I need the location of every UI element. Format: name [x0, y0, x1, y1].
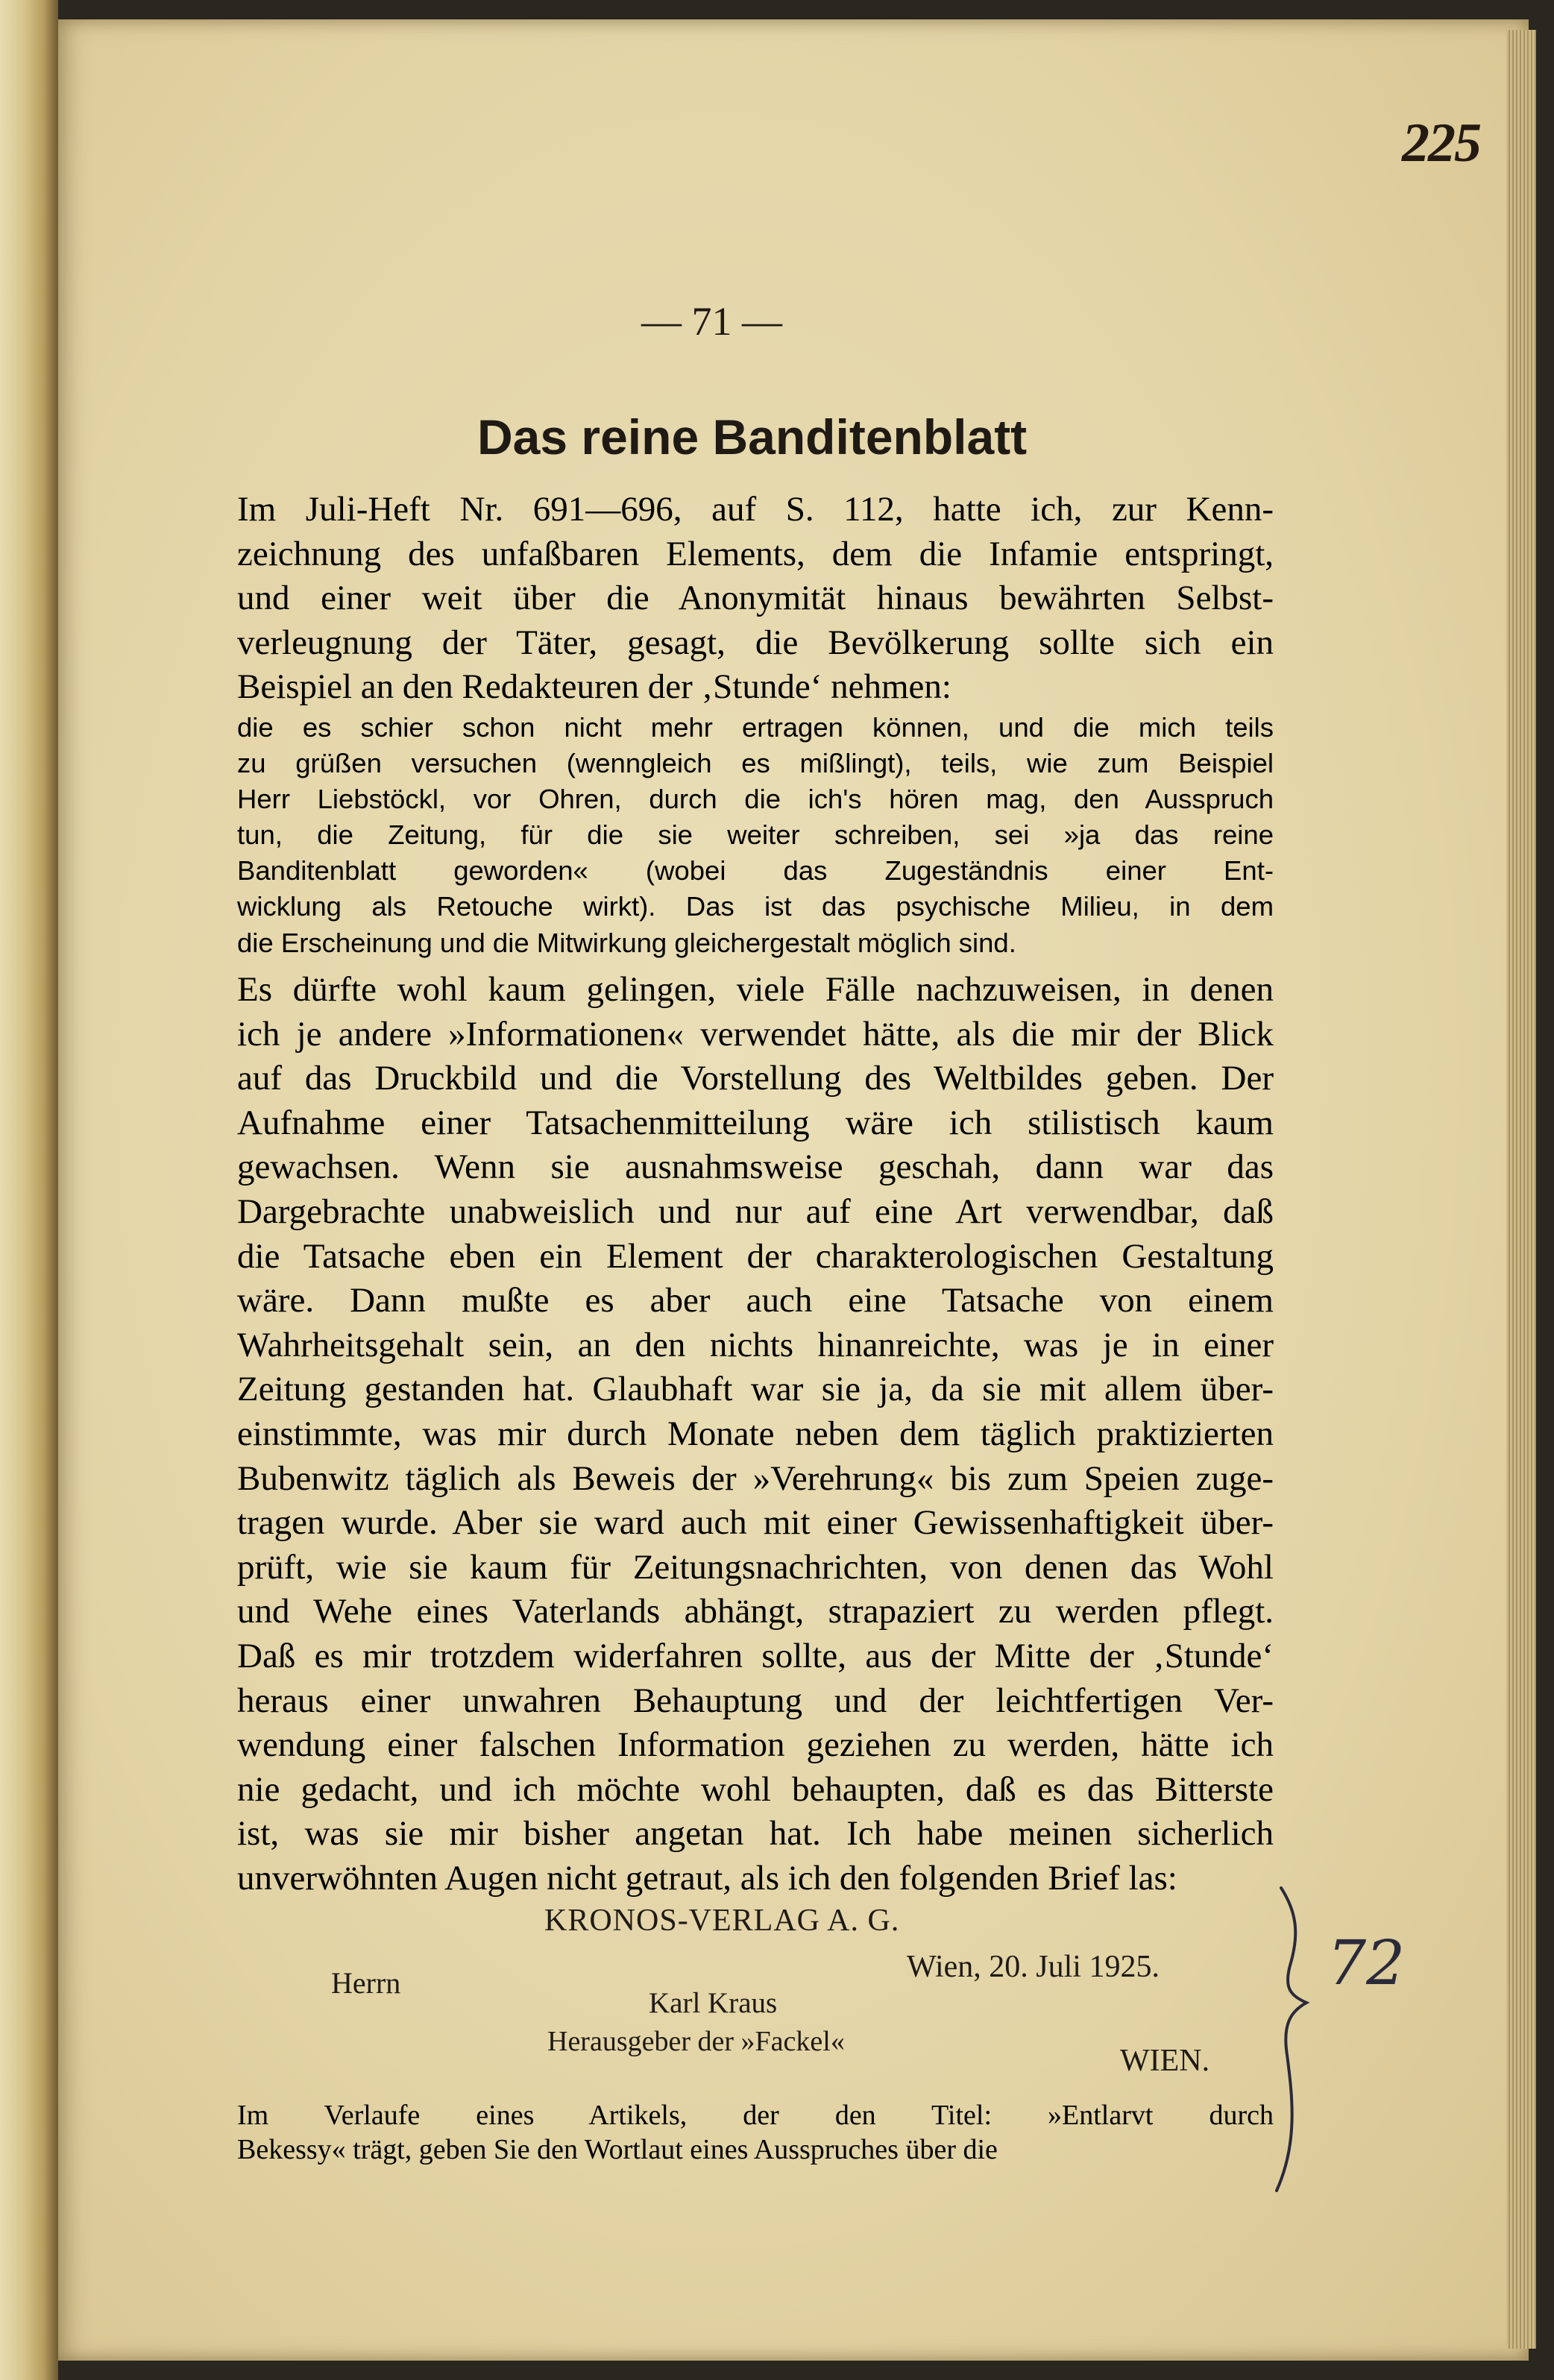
text-line: tun, die Zeitung, für die sie weiter schreiben, sei »ja das reine [237, 819, 1274, 851]
text-line: ist, was sie mir bisher angetan hat. Ich habe meinen sicherlich [237, 1814, 1274, 1854]
text-line: Aufnahme einer Tatsachenmitteilung wäre ich stilistisch kaum [237, 1103, 1274, 1142]
text-line: Banditenblatt geworden« (wobei das Zugeständnis einer Ent- [237, 855, 1274, 887]
quoted-passage [237, 710, 1274, 961]
text-line: nie gedacht, und ich möchte wohl behaupten, daß es das Bitterste [237, 1769, 1274, 1809]
letter-recipient-name: Karl Kraus [649, 1987, 778, 2019]
text-line: Bekessy« trägt, geben Sie den Wortlaut eines Ausspruches über die [237, 2134, 998, 2165]
text-line: zu grüßen versuchen (wenngleich es mißlingt), teils, wie zum Beispiel [237, 748, 1274, 779]
text-line: auf das Druckbild und die Vorstellung des Weltbildes geben. Der [237, 1059, 1274, 1098]
text-line: unverwöhnten Augen nicht getraut, als ich den folgenden Brief las: [237, 1858, 1177, 1898]
book-binding-edge [0, 0, 58, 2380]
text-line: die Tatsache eben ein Element der charakterologischen Gestaltung [237, 1236, 1274, 1276]
text-line: wäre. Dann mußte es aber auch eine Tatsache von einem [237, 1281, 1274, 1320]
text-line: prüft, wie sie kaum für Zeitungsnachrichten, von denen das Wohl [237, 1547, 1274, 1587]
brace-stroke [1277, 1888, 1306, 2191]
intro-paragraph [237, 488, 1274, 710]
page-stack-edges [1506, 30, 1536, 2349]
text-line: Beispiel an den Redakteuren der ‚Stunde‘ nehmen: [237, 667, 951, 707]
text-line: zeichnung des unfaßbaren Elements, dem die Infamie entspringt, [237, 534, 1274, 573]
text-line: Im Verlaufe eines Artikels, der den Titel: »Entlarvt durch [237, 2100, 1274, 2131]
text-line: wicklung als Retouche wirkt). Das ist das psychische Milieu, in dem [237, 891, 1274, 922]
text-line: Bubenwitz täglich als Beweis der »Verehrung« bis zum Speien zuge- [237, 1458, 1274, 1498]
letter-place-date: Wien, 20. Juli 1925. [907, 1950, 1160, 1984]
folio-number: 225 [1402, 113, 1480, 174]
text-line: heraus einer unwahren Behauptung und der leichtfertigen Ver- [237, 1681, 1274, 1720]
letter-salutation: Herrn [331, 1966, 401, 2000]
letter-body [237, 2098, 1274, 2167]
letterhead-company: KRONOS-VERLAG A. G. [544, 1904, 900, 1938]
text-line: verleugnung der Täter, gesagt, die Bevölkerung sollte sich ein [237, 623, 1274, 662]
text-line: Dargebrachte unabweislich und nur auf eine Art verwendbar, daß [237, 1191, 1274, 1231]
text-line: Im Juli-Heft Nr. 691—696, auf S. 112, hatte ich, zur Kenn- [237, 490, 1274, 529]
text-line: ich je andere »Informationen« verwendet hätte, als die mir der Blick [237, 1014, 1274, 1054]
handwritten-brace-annotation [1268, 1883, 1447, 2197]
text-line: Herr Liebstöckl, vor Ohren, durch die ich's hören mag, den Ausspruch [237, 784, 1274, 815]
body-paragraph [237, 968, 1274, 1901]
text-line: wendung einer falschen Information geziehen zu werden, hätte ich [237, 1725, 1274, 1765]
text-line: und einer weit über die Anonymität hinaus bewährten Selbst- [237, 579, 1274, 618]
text-line: und Wehe eines Vaterlands abhängt, strapaziert zu werden pflegt. [237, 1592, 1274, 1631]
text-line: einstimmte, was mir durch Monate neben dem täglich praktizierten [237, 1414, 1274, 1453]
text-line: die Erscheinung und die Mitwirkung gleichergestalt möglich sind. [237, 927, 1016, 958]
text-line: tragen wurde. Aber sie ward auch mit einer Gewissenhaftigkeit über- [237, 1503, 1274, 1543]
page-number: — 71 — [641, 299, 782, 344]
handwritten-number: 72 [1327, 1928, 1406, 1999]
article-title: Das reine Banditenblatt [477, 409, 1028, 465]
text-line: Es dürfte wohl kaum gelingen, viele Fälle nachzuweisen, in denen [237, 970, 1274, 1009]
text-line: Wahrheitsgehalt sein, an den nichts hinanreichte, was je in einer [237, 1325, 1274, 1364]
text-line: die es schier schon nicht mehr ertragen können, und die mich teils [237, 712, 1274, 743]
text-line: Zeitung gestanden hat. Glaubhaft war sie ja, da sie mit allem über- [237, 1370, 1274, 1409]
letter-recipient-city: WIEN. [1120, 2044, 1210, 2078]
text-line: Daß es mir trotzdem widerfahren sollte, aus der Mitte der ‚Stunde‘ [237, 1636, 1274, 1675]
text-line: gewachsen. Wenn sie ausnahmsweise geschah, dann war das [237, 1148, 1274, 1187]
letter-recipient-role: Herausgeber der »Fackel« [547, 2026, 845, 2057]
